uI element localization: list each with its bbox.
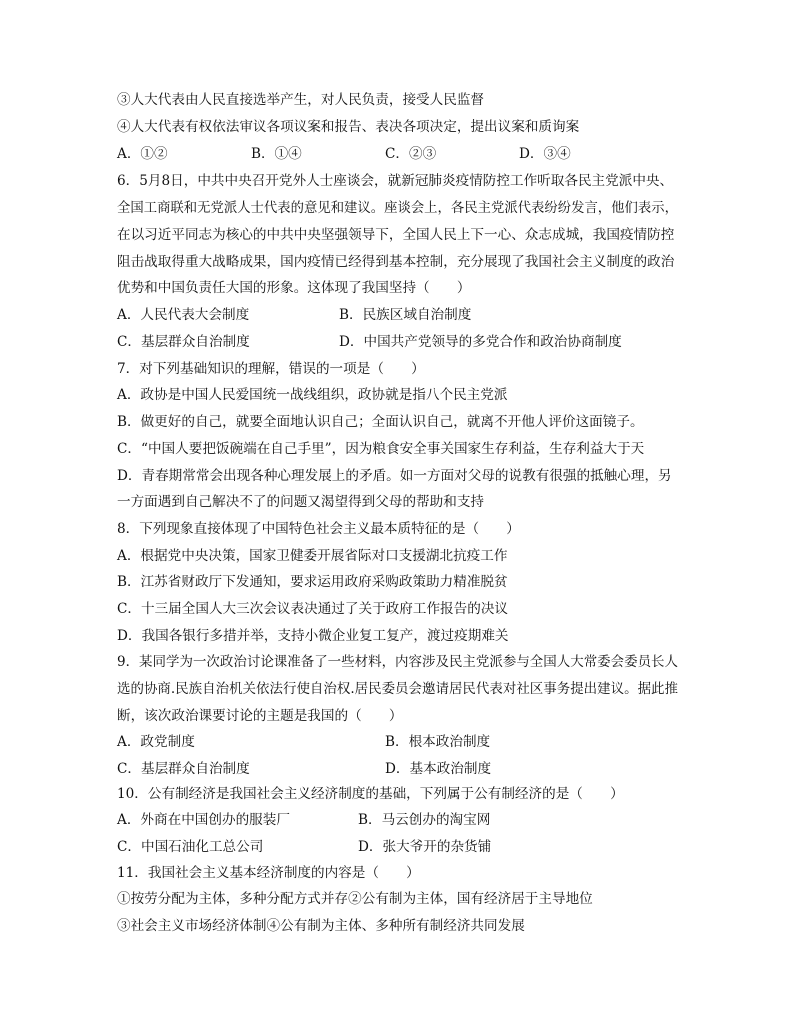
q5-option-b: B．①④ <box>251 146 302 162</box>
q9-line-1: 9．某同学为一次政治讨论课准备了一些材料，内容涉及民主党派参与全国人大常委会委员长人 <box>117 654 679 670</box>
q9-option-c: C．基层群众自治制度 <box>117 761 250 777</box>
q7-stem: 7．对下列基础知识的理解，错误的一项是（ ） <box>117 361 425 377</box>
q8-option-d: D．我国各银行多措并举，支持小微企业复工复产，渡过疫期难关 <box>117 628 509 644</box>
q6-option-c: C．基层群众自治制度 <box>117 334 250 350</box>
q5-option-c: C．②③ <box>385 146 437 162</box>
q9-option-a: A．政党制度 <box>117 734 195 750</box>
q8-option-a: A．根据党中央决策，国家卫健委开展省际对口支援湖北抗疫工作 <box>117 548 508 564</box>
q7-option-c: C．“中国人要把饭碗端在自己手里”，因为粮食安全事关国家生存利益，生存利益大于天 <box>117 441 645 457</box>
q5-option-d: D．③④ <box>519 146 571 162</box>
q5-item-3: ③人大代表由人民直接选举产生，对人民负责，接受人民监督 <box>117 92 485 108</box>
q10-option-d: D．张大爷开的杂货铺 <box>358 839 492 855</box>
q10-stem: 10．公有制经济是我国社会主义经济制度的基础，下列属于公有制经济的是（ ） <box>117 786 624 802</box>
q7-option-d-cont: 一方面遇到自己解决不了的问题又渴望得到父母的帮助和支持 <box>117 494 485 510</box>
q10-option-c: C．中国石油化工总公司 <box>117 839 264 855</box>
q8-option-b: B．江苏省财政厅下发通知，要求运用政府采购政策助力精准脱贫 <box>117 574 508 590</box>
q11-items-3-4: ③社会主义市场经济体制④公有制为主体、多种所有制经济共同发展 <box>117 918 525 934</box>
q8-stem: 8．下列现象直接体现了中国特色社会主义最本质特征的是（ ） <box>117 521 520 537</box>
q6-line-3: 在以习近平同志为核心的中共中央坚强领导下，全国人民上下一心、众志成城，我国疫情防控 <box>117 227 675 243</box>
q9-option-d: D．基本政治制度 <box>385 761 492 777</box>
q6-line-5: 优势和中国负责任大国的形象。这体现了我国坚持（ ） <box>117 280 471 296</box>
q9-line-2: 选的协商.民族自治机关依法行使自治权.居民委员会邀请居民代表对社区事务提出建议。据此推 <box>117 681 679 697</box>
q6-line-1: 6．5月8日，中共中央召开党外人士座谈会，就新冠肺炎疫情防控工作听取各民主党派中央、 <box>117 173 674 189</box>
q6-line-4: 阻击战取得重大战略成果，国内疫情已经得到基本控制，充分展现了我国社会主义制度的政治 <box>117 254 675 270</box>
q10-option-a: A．外商在中国创办的服装厂 <box>117 812 290 828</box>
q7-option-a: A．政协是中国人民爱国统一战线组织，政协就是指八个民主党派 <box>117 387 508 403</box>
q6-line-2: 全国工商联和无党派人士代表的意见和建议。座谈会上，各民主党派代表纷纷发言，他们表示， <box>117 200 678 216</box>
q11-stem: 11．我国社会主义基本经济制度的内容是（ ） <box>117 865 420 881</box>
q7-option-d: D．青春期常常会出现各种心理发展上的矛盾。如一方面对父母的说教有很强的抵触心理，另 <box>117 468 672 484</box>
q5-item-4: ④人大代表有权依法审议各项议案和报告、表决各项决定，提出议案和质询案 <box>117 119 580 135</box>
q6-option-d: D．中国共产党领导的多党合作和政治协商制度 <box>339 334 622 350</box>
q6-option-b: B．民族区域自治制度 <box>339 307 472 323</box>
q6-option-a: A．人民代表大会制度 <box>117 307 250 323</box>
q11-items-1-2: ①按劳分配为主体，多种分配方式并存②公有制为主体，国有经济居于主导地位 <box>117 891 593 907</box>
q9-line-3: 断，该次政治课要讨论的主题是我国的（ ） <box>117 708 403 724</box>
q9-option-b: B．根本政治制度 <box>385 734 491 750</box>
q8-option-c: C．十三届全国人大三次会议表决通过了关于政府工作报告的决议 <box>117 601 509 617</box>
q10-option-b: B．马云创办的淘宝网 <box>358 812 491 828</box>
q5-option-a: A．①② <box>117 146 168 162</box>
q7-option-b: B．做更好的自己，就要全面地认识自己；全面认识自己，就离不开他人评价这面镜子。 <box>117 414 644 430</box>
